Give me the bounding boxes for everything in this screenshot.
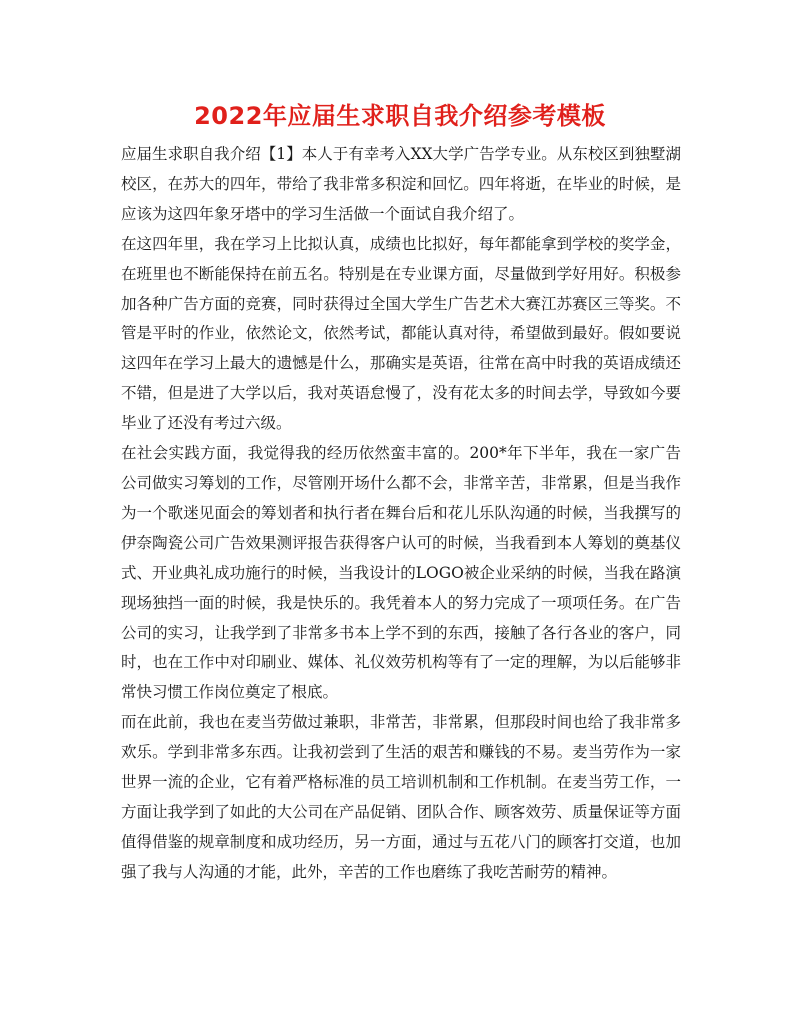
document-title: 2022年应届生求职自我介绍参考模板 — [194, 102, 606, 130]
paragraph-1: 应届生求职自我介绍【1】本人于有幸考入XX大学广告学专业。从东校区到独墅湖校区，在苏大的四年，带给了我非常多积淀和回忆。四年将逝，在毕业的时候，是应该为这四年象牙塔中的学习生活做一个面试自我介绍了。 — [121, 145, 681, 223]
document-body — [121, 140, 681, 888]
paragraph-3: 在社会实践方面，我觉得我的经历依然蛮丰富的。200*年下半年，我在一家广告公司做实习筹划的工作，尽管刚开场什么都不会，非常辛苦，非常累，但是当我作为一个歌迷见面会的筹划者和执行者在舞台后和花儿乐队沟通的时候，当我撰写的伊奈陶瓷公司广告效果测评报告获得客户认可的时候，当我看到本人筹划的奠基仪式、开业典礼成功施行的时候，当我设计的LOGO被企业采纳的时候，当我在路演现场独挡一面的时候，我是快乐的。我凭着本人的努力完成了一项项任务。在广告公司的实习，让我学到了非常多书本上学不到的东西，接触了各行各业的客户，同时，也在工作中对印刷业、媒体、礼仪效劳机构等有了一定的理解，为以后能够非常快习惯工作岗位奠定了根底。 — [121, 444, 681, 702]
paragraph-2: 在这四年里，我在学习上比拟认真，成绩也比拟好，每年都能拿到学校的奖学金，在班里也不断能保持在前五名。特别是在专业课方面，尽量做到学好用好。积极参加各种广告方面的竞赛，同时获得过全国大学生广告艺术大赛江苏赛区三等奖。不管是平时的作业，依然论文，依然考试，都能认真对待，希望做到最好。假如要说这四年在学习上最大的遗憾是什么，那确实是英语，往常在高中时我的英语成绩还不错，但是进了大学以后，我对英语怠慢了，没有花太多的时间去学，导致如今要毕业了还没有考过六级。 — [121, 234, 681, 433]
paragraph-4: 而在此前，我也在麦当劳做过兼职，非常苦，非常累，但那段时间也给了我非常多欢乐。学到非常多东西。让我初尝到了生活的艰苦和赚钱的不易。麦当劳作为一家世界一流的企业，它有着严格标准的员工培训机制和工作机制。在麦当劳工作，一方面让我学到了如此的大公司在产品促销、团队合作、顾客效劳、质量保证等方面值得借鉴的规章制度和成功经历，另一方面，通过与五花八门的顾客打交道，也加强了我与人沟通的才能，此外，辛苦的工作也磨练了我吃苦耐劳的精神。 — [121, 713, 681, 881]
